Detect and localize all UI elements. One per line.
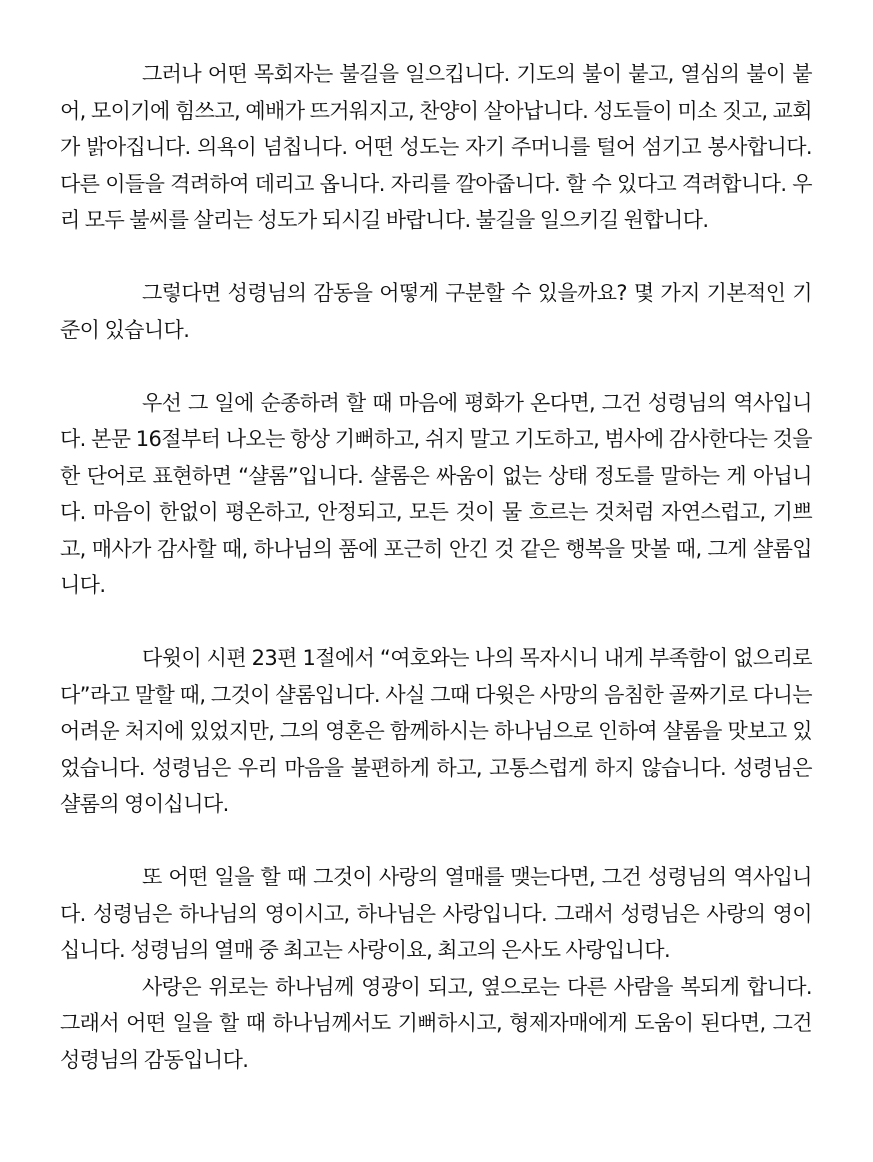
document-body: [60, 56, 812, 1078]
paragraph-spacer: [60, 239, 812, 276]
paragraph-4: 다윗이 시편 23편 1절에서 “여호와는 나의 목자시니 내게 부족함이 없으리로다”라고 말할 때, 그것이 샬롬입니다. 사실 그때 다윗은 사망의 음침한 골짜기로 다니는 어려운 처지에 있었지만, 그의 영혼은 함께하시는 하나님으로 인하여 샬롬을 맛보고 있었습니다. 성령님은 우리 마음을 불편하게 하고, 고통스럽게 하지 않습니다. 성령님은 샬롬의 영이십니다.: [60, 646, 812, 816]
paragraph-spacer: [60, 604, 812, 641]
paragraph-3: 우선 그 일에 순종하려 할 때 마음에 평화가 온다면, 그건 성령님의 역사입니다. 본문 16절부터 나오는 항상 기뻐하고, 쉬지 말고 기도하고, 범사에 감사한다는 것을 한 단어로 표현하면 “샬롬”입니다. 샬롬은 싸움이 없는 상태 정도를 말하는 게 아닙니다. 마음이 한없이 평온하고, 안정되고, 모든 것이 물 흐르는 것처럼 자연스럽고, 기쁘고, 매사가 감사할 때, 하나님의 품에 포근히 안긴 것 같은 행복을 맛볼 때, 그게 샬롬입니다.: [60, 390, 812, 597]
paragraph-2: 그렇다면 성령님의 감동을 어떻게 구분할 수 있을까요? 몇 가지 기본적인 기준이 있습니다.: [60, 281, 812, 342]
paragraph-5: 또 어떤 일을 할 때 그것이 사랑의 열매를 맺는다면, 그건 성령님의 역사입니다. 성령님은 하나님의 영이시고, 하나님은 사랑입니다. 그래서 성령님은 사랑의 영이십니다. 성령님의 열매 중 최고는 사랑이요, 최고의 은사도 사랑입니다.: [60, 865, 812, 962]
paragraph-spacer: [60, 348, 812, 385]
paragraph-6: 사랑은 위로는 하나님께 영광이 되고, 옆으로는 다른 사람을 복되게 합니다. 그래서 어떤 일을 할 때 하나님께서도 기뻐하시고, 형제자매에게 도움이 된다면, 그건 성령님의 감동입니다.: [60, 974, 812, 1072]
paragraph-spacer: [60, 823, 812, 860]
paragraph-1: 그러나 어떤 목회자는 불길을 일으킵니다. 기도의 불이 붙고, 열심의 불이 붙어, 모이기에 힘쓰고, 예배가 뜨거워지고, 찬양이 살아납니다. 성도들이 미소 짓고, 교회가 밝아집니다. 의욕이 넘칩니다. 어떤 성도는 자기 주머니를 털어 섬기고 봉사합니다. 다른 이들을 격려하여 데리고 옵니다. 자리를 깔아줍니다. 할 수 있다고 격려합니다. 우리 모두 불씨를 살리는 성도가 되시길 바랍니다. 불길을 일으키길 원합니다.: [60, 62, 812, 232]
